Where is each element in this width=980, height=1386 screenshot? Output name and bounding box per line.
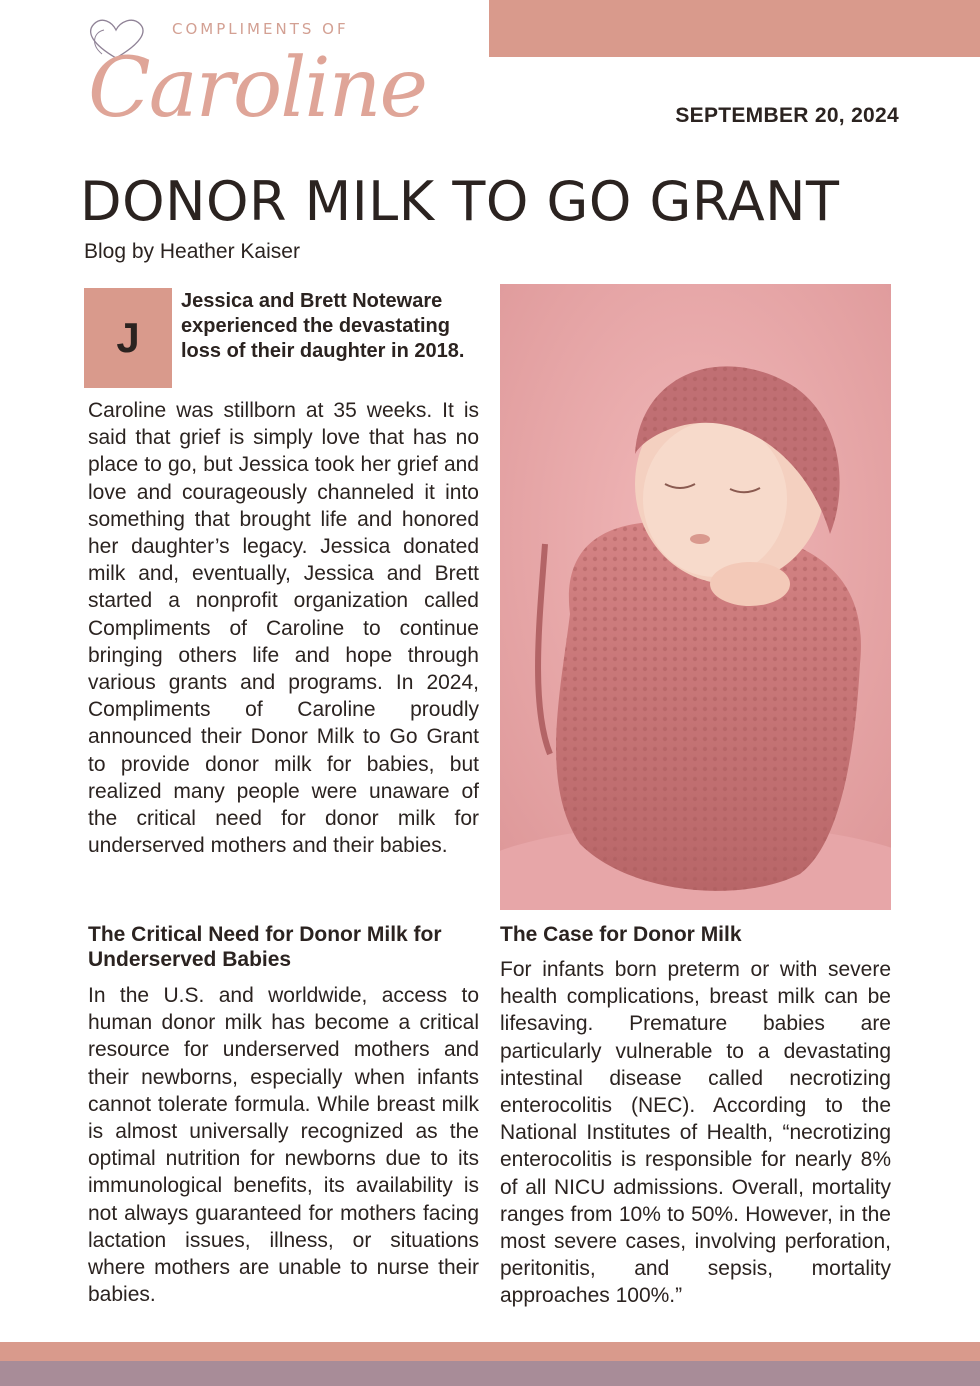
bottom-accent-bar-mauve — [0, 1361, 980, 1386]
newborn-photo — [500, 284, 891, 910]
case-heading: The Case for Donor Milk — [500, 923, 742, 946]
critical-need-body: In the U.S. and worldwide, access to human donor milk has become a critical resource for underserved mothers and their newborns, especially when infants cannot tolerate formula. While breast milk is almost universally recognized as the optimal nutrition for newborns due to its immunological benefits, its availability is not always guaranteed for mothers facing lactation issues, illness, or situations where mothers are unable to nurse their babies. — [88, 984, 479, 1307]
drop-cap-letter: J — [116, 314, 140, 361]
top-accent-bar — [489, 0, 980, 57]
page-title: DONOR MILK TO GO GRANT — [80, 170, 840, 233]
compliments-of-caroline-logo — [80, 10, 426, 170]
drop-cap-box — [84, 288, 172, 388]
intro-body: Caroline was stillborn at 35 weeks. It is said that grief is simply love that has no place to go, but Jessica took her grief and love and courageously channeled it into something that brought life and honored her daughter’s legacy. Jessica donated milk and, eventually, Jessica and Brett started a nonprofit organization called Compliments of Caroline to continue bringing others life and hope through various grants and programs. In 2024, Compliments of Caroline proudly announced their Donor Milk to Go Grant to provide donor milk for babies, but realized many people were unaware of the critical need for donor milk for underserved mothers and their babies. — [88, 399, 479, 858]
logo-top-text: COMPLIMENTS OF — [172, 20, 349, 38]
publish-date: SEPTEMBER 20, 2024 — [675, 104, 899, 127]
bottom-accent-bar-rose — [0, 1342, 980, 1361]
critical-need-heading: The Critical Need for Donor Milk for Underserved Babies — [88, 923, 442, 971]
lead-paragraph: Jessica and Brett Noteware experienced the devastating loss of their daughter in 2018. — [181, 290, 465, 362]
sleeping-baby-image — [500, 284, 891, 910]
case-body: For infants born preterm or with severe health complications, breast milk can be lifesaving. Premature babies are particularly vulnerable to a devastating intestinal disease called necrotizing enterocolitis (NEC). According to the National Institutes of Health, “necrotizing enterocolitis is responsible for nearly 8% of all NICU admissions. Overall, mortality ranges from 10% to 50%. However, in the most severe cases, involving perforation, peritonitis, and sepsis, mortality approaches 100%.” — [500, 958, 891, 1308]
logo-script-text: Caroline — [88, 41, 426, 136]
byline: Blog by Heather Kaiser — [84, 240, 300, 263]
